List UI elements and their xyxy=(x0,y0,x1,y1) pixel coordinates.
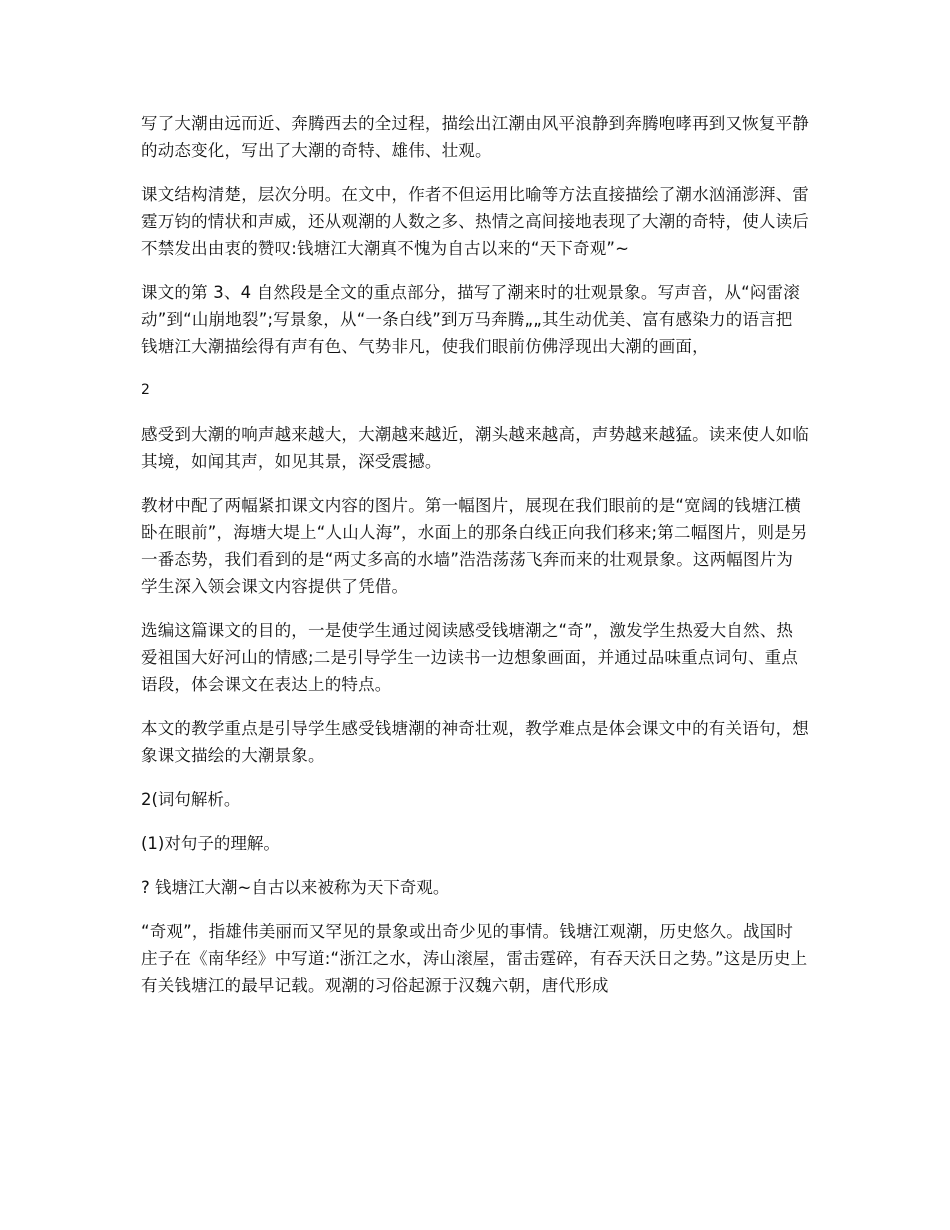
page-number: 2 xyxy=(141,382,150,398)
paragraph: 感受到大潮的响声越来越大，大潮越来越近，潮头越来越高，声势越来越猛。读来使人如临其境，如闻其声，如见其景，深受震撼。 xyxy=(141,425,809,471)
paragraph: 写了大潮由远而近、奔腾西去的全过程，描绘出江潮由风平浪静到奔腾咆哮再到又恢复平静的动态变化，写出了大潮的奇特、雄伟、壮观。 xyxy=(141,114,809,160)
section-heading: 2(词句解析。 xyxy=(141,790,241,809)
paragraph: “奇观”，指雄伟美丽而又罕见的景象或出奇少见的事情。钱塘江观潮，历史悠久。战国时庄子在《南华经》中写道:“浙江之水，涛山滚屋，雷击霆碎，有吞天沃日之势。”这是历史上有关钱塘江的最早记载。观潮的习俗起源于汉魏六朝，唐代形成 xyxy=(141,922,808,995)
subsection-heading: (1)对句子的理解。 xyxy=(141,834,280,853)
document-page xyxy=(141,110,809,1016)
quoted-sentence: ? 钱塘江大潮~自古以来被称为天下奇观。 xyxy=(141,878,450,897)
paragraph: 课文的第 3、4 自然段是全文的重点部分，描写了潮来时的壮观景象。写声音，从“闷雷滚动”到“山崩地裂”;写景象，从“一条白线”到万马奔腾„„其生动优美、富有感染力的语言把钱塘江大潮描绘得有声有色、气势非凡，使我们眼前仿佛浮现出大潮的画面， xyxy=(141,283,800,356)
paragraph: 课文结构清楚，层次分明。在文中，作者不但运用比喻等方法直接描绘了潮水汹涌澎湃、雷霆万钧的情状和声威，还从观潮的人数之多、热情之高间接地表现了大潮的奇特，使人读后不禁发出由衷的赞叹:钱塘江大潮真不愧为自古以来的“天下奇观”~ xyxy=(141,185,809,258)
paragraph: 教材中配了两幅紧扣课文内容的图片。第一幅图片，展现在我们眼前的是“宽阔的钱塘江横卧在眼前”，海塘大堤上“人山人海”，水面上的那条白线正向我们移来;第二幅图片，则是另一番态势，我们看到的是“两丈多高的水墙”浩浩荡荡飞奔而来的壮观景象。这两幅图片为学生深入领会课文内容提供了凭借。 xyxy=(141,496,808,596)
paragraph: 选编这篇课文的目的，一是使学生通过阅读感受钱塘潮之“奇”，激发学生热爱大自然、热爱祖国大好河山的情感;二是引导学生一边读书一边想象画面，并通过品味重点词句、重点语段，体会课文在表达上的特点。 xyxy=(141,621,799,694)
paragraph: 本文的教学重点是引导学生感受钱塘潮的神奇壮观，教学难点是体会课文中的有关语句，想象课文描绘的大潮景象。 xyxy=(141,719,809,765)
